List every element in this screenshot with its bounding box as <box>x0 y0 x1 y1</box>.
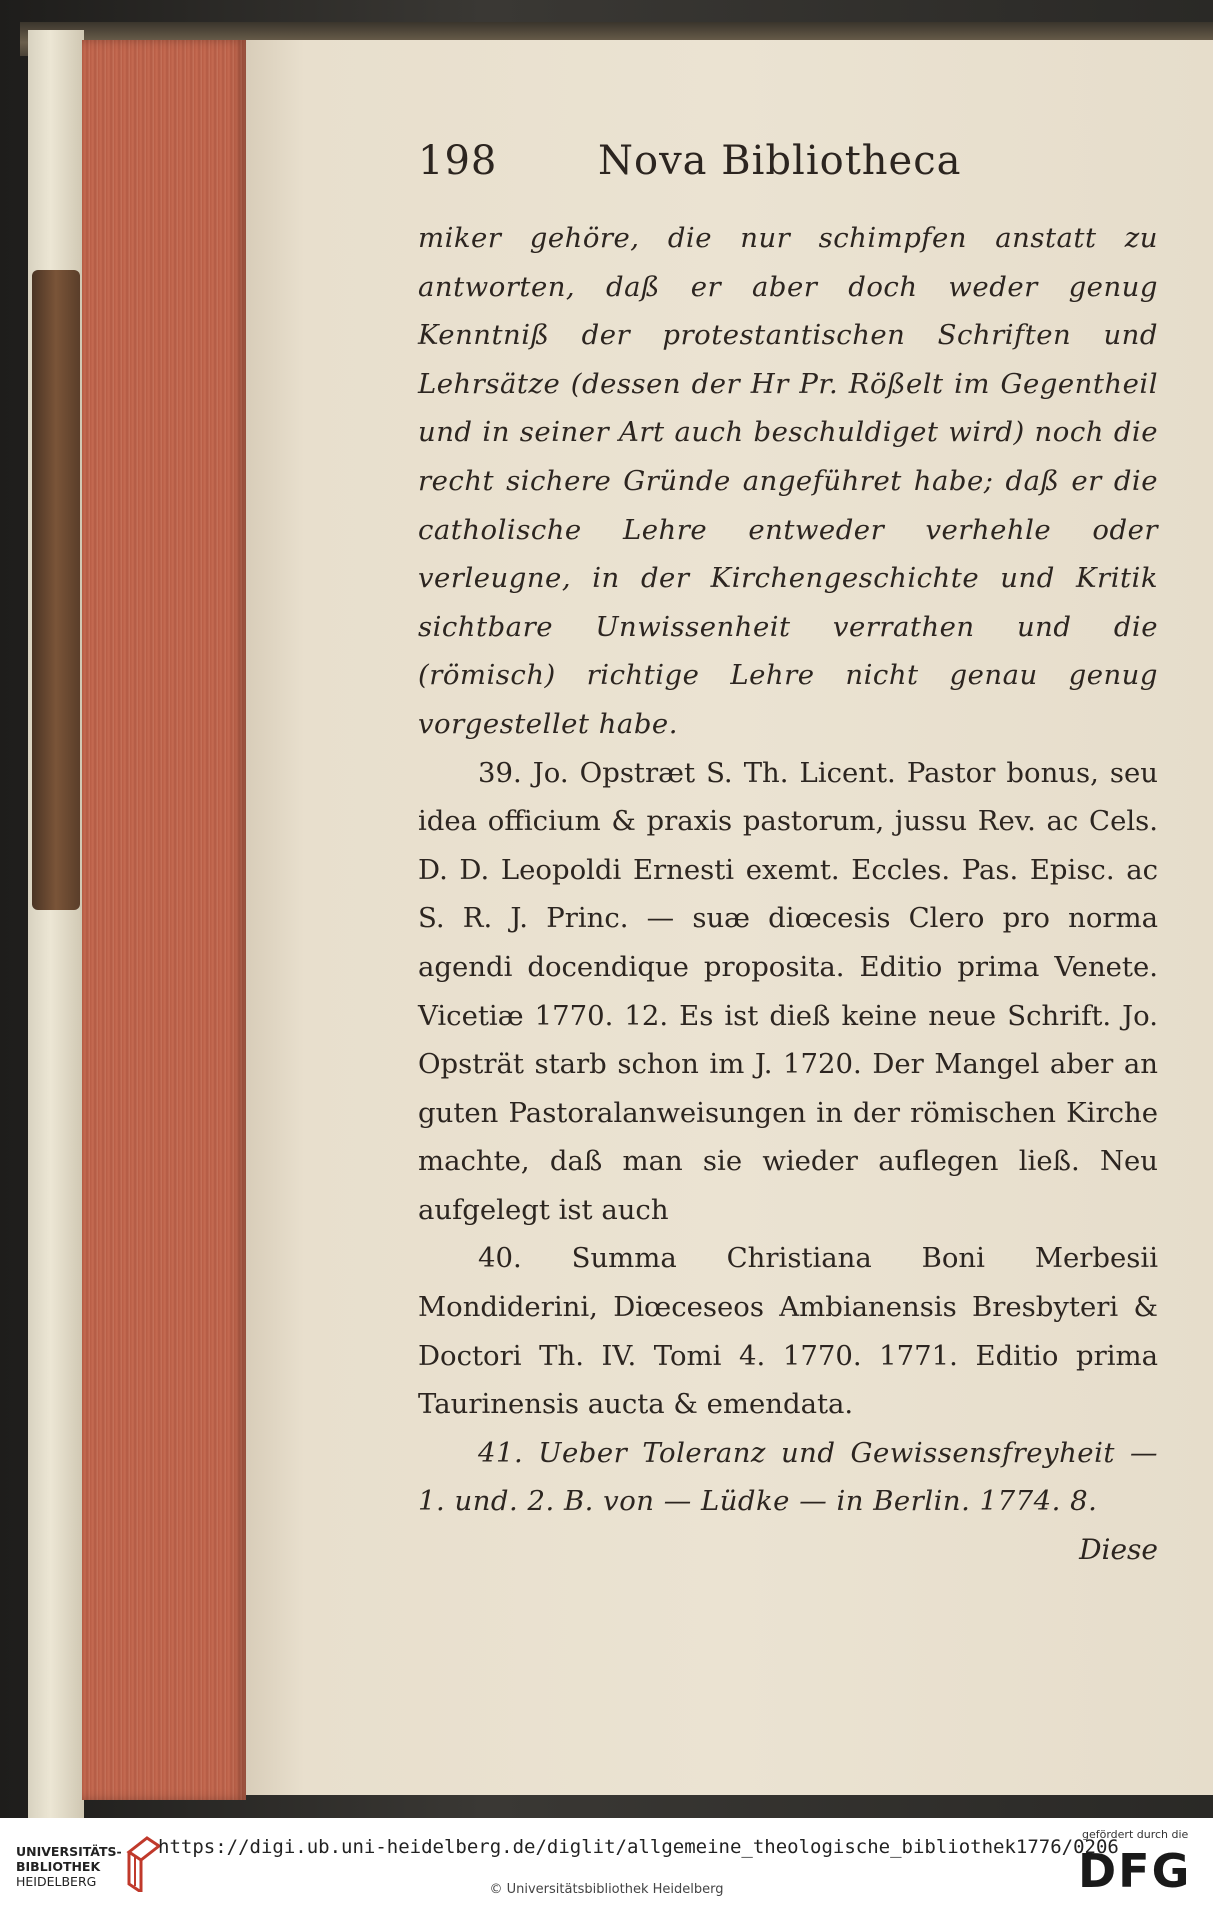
paragraph-1: miker gehöre, die nur schimpfen anstatt zu antworten, daß er aber doch weder genug Kenntniß der protestantischen Schriften und Lehrsätze (dessen der Hr Pr. Rößelt im Gegentheil und in seiner Art auch beschuldiget wird) noch die recht sichere Gründe angeführet habe; daß er die catholische Lehre entweder verhehle oder verleugne, in der Kirchengeschichte und Kritik sichtbare Unwissenheit verrathen und die (römisch) richtige Lehre nicht genau genug vorgestellet habe. <box>418 222 1158 740</box>
paragraph-40: 40. Summa Christiana Boni Merbesii Mondiderini, Diœceseos Ambianensis Bresbyteri & Doctori Th. IV. Tomi 4. 1770. 1771. Editio prima Taurinensis aucta & emendata. <box>418 1242 1158 1421</box>
page-edge <box>82 40 246 1800</box>
book-page <box>246 40 1213 1795</box>
page-header <box>418 138 1158 214</box>
copyright-notice: © Universitätsbibliothek Heidelberg <box>489 1882 724 1897</box>
institution-line-3: HEIDELBERG <box>16 1874 97 1889</box>
dfg-logo: DFG <box>1078 1844 1192 1898</box>
institution-line-1: UNIVERSITÄTS- <box>16 1844 122 1859</box>
paragraph-39: 39. Jo. Opstræt S. Th. Licent. Pastor bonus, seu idea officium & praxis pastorum, jussu Rev. ac Cels. D. D. Leopoldi Ernesti exemt. Eccles. Pas. Episc. ac S. R. J. Princ. — suæ diœcesis Clero pro norma agendi docendique proposita. Editio prima Venete. Vicetiæ 1770. 12. Es ist dieß keine neue Schrift. Jo. Opsträt starb schon im J. 1720. Der Mangel aber an guten Pastoralanweisungen in der römischen Kirche machte, daß man sie wieder auflegen ließ. Neu aufgelegt ist auch <box>418 756 1158 1226</box>
leather-spine <box>32 270 80 910</box>
catchword: Diese <box>1079 1533 1158 1567</box>
page-number: 198 <box>418 138 498 184</box>
running-title: Nova Bibliotheca <box>598 138 962 184</box>
institution-line-2: BIBLIOTHEK <box>16 1859 101 1874</box>
funding-note: gefördert durch die <box>1082 1828 1189 1841</box>
page-text-block <box>418 138 1158 1574</box>
permalink-url[interactable]: https://digi.ub.uni-heidelberg.de/diglit/allgemeine_theologische_bibliothek1776/0206 <box>158 1836 1119 1858</box>
footer-bar <box>0 1818 1213 1907</box>
body-text <box>418 214 1158 1526</box>
paragraph-41: 41. Ueber Toleranz und Gewissensfreyheit — 1. und. 2. B. von — Lüdke — in Berlin. 1774. 8. <box>418 1436 1158 1518</box>
